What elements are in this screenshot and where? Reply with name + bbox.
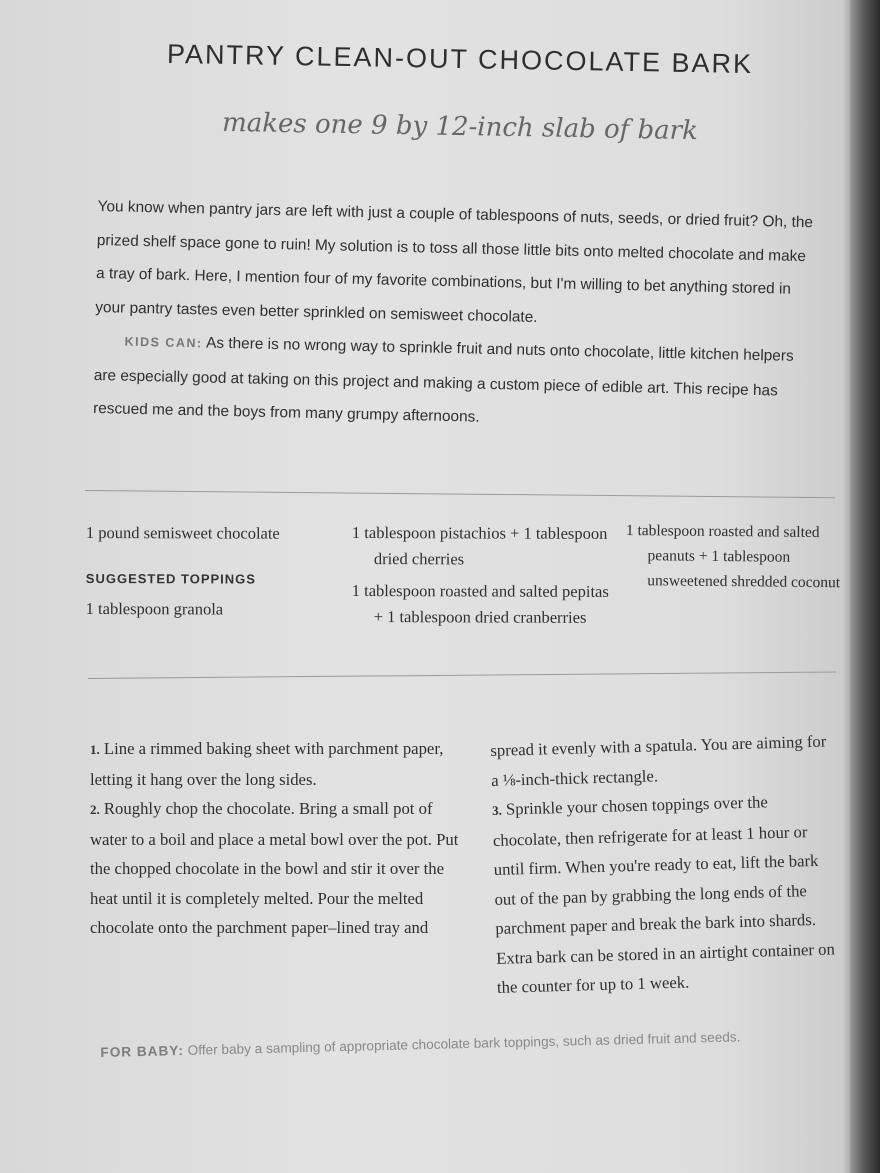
recipe-title: PANTRY CLEAN-OUT CHOCOLATE BARK bbox=[166, 38, 754, 80]
step-3-text: Sprinkle your chosen toppings over the chocolate, then refrigerate for at least 1 hour or until firm. When you're ready to eat, lift the bark out of the pan by grabbing the long ends of the parchment paper and break the bark into shards. Extra bark can be stored in an airtight container on the counter for up to 1 week. bbox=[492, 792, 836, 997]
steps-column-right bbox=[490, 726, 842, 1002]
for-baby-text: Offer baby a sampling of appropriate chocolate bark toppings, such as dried fruit and seeds. bbox=[183, 1029, 741, 1058]
ingredients-column-1 bbox=[86, 520, 326, 629]
step-1-number: 1. bbox=[90, 742, 100, 757]
intro-paragraph: You know when pantry jars are left with just a couple of tablespoons of nuts, seeds, or dried fruit? Oh, the prized shelf space gone to ruin! My solution is to toss all those little bits onto melted chocolate and make a tray of bark. Here, I mention four of my favorite combinations, but I'm willing to bet anything stored in your pantry tastes even better sprinkled on semisweet chocolate. bbox=[95, 197, 814, 326]
topping-pistachios: 1 tablespoon pistachios + 1 tablespoon dried cherries bbox=[351, 523, 608, 569]
step-2-number: 2. bbox=[90, 802, 100, 817]
topping-peanuts: 1 tablespoon roasted and salted peanuts + 1 tablespoon unsweetened shredded coconut bbox=[625, 521, 841, 592]
intro-text bbox=[93, 190, 818, 442]
ingredients-column-3 bbox=[625, 518, 856, 601]
step-2-continued: spread it evenly with a spatula. You are aiming for a ⅛-inch-thick rectangle. bbox=[490, 731, 827, 790]
ingredient-chocolate: 1 pound semisweet chocolate bbox=[85, 523, 280, 543]
step-2 bbox=[90, 794, 460, 943]
for-baby-label: FOR BABY: bbox=[100, 1042, 185, 1060]
ingredients-column-2 bbox=[352, 520, 617, 637]
kids-can-paragraph bbox=[93, 324, 815, 442]
kids-can-text: As there is no wrong way to sprinkle fruit and nuts onto chocolate, little kitchen helpers are especially good at taking on this project and making a custom piece of edible art. This recipe has rescued me and the boys from many grumpy afternoons. bbox=[92, 334, 794, 426]
toppings-heading: SUGGESTED TOPPINGS bbox=[85, 570, 257, 587]
topping-granola: 1 tablespoon granola bbox=[85, 598, 224, 619]
steps-column-left bbox=[90, 734, 460, 943]
step-3-number: 3. bbox=[491, 802, 503, 818]
step-2-text: Roughly chop the chocolate. Bring a small pot of water to a boil and place a metal bowl over the pot. Put the chopped chocolate in the bowl and stir it over the heat until it is completely melted. Pour the melted chocolate onto the parchment paper–lined tray and bbox=[90, 799, 459, 937]
kids-can-label: KIDS CAN: bbox=[124, 334, 203, 351]
step-1-text: Line a rimmed baking sheet with parchment paper, letting it hang over the long sides. bbox=[90, 739, 444, 789]
recipe-yield: makes one 9 by 12-inch slab of bark bbox=[221, 107, 699, 147]
topping-pepitas: 1 tablespoon roasted and salted pepitas + 1 tablespoon dried cranberries bbox=[351, 580, 609, 627]
step-1 bbox=[90, 734, 460, 794]
step-3 bbox=[492, 785, 843, 1002]
